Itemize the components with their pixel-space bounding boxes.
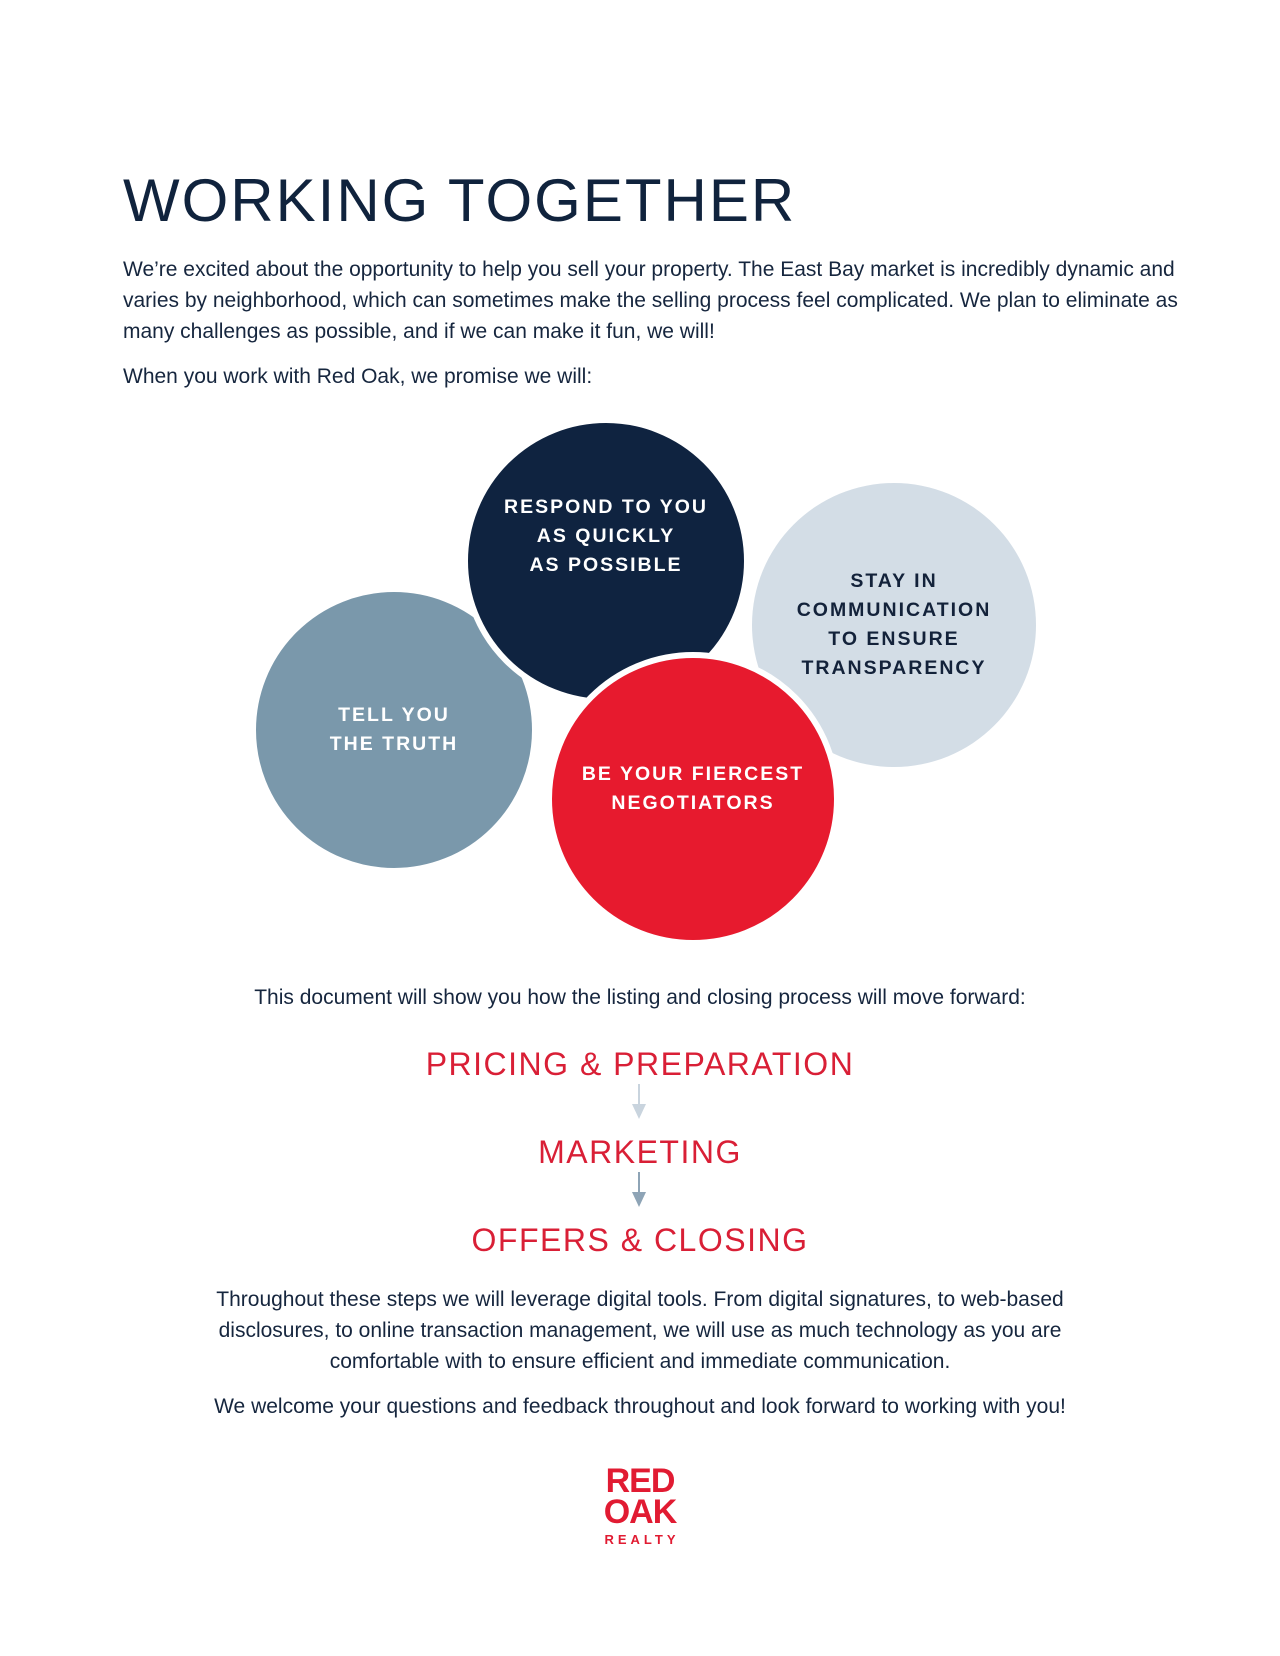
promise-text-truth: TELL YOU THE TRUTH	[329, 704, 459, 755]
logo-line-oak: OAK	[603, 1493, 677, 1531]
arrow-down-icon	[631, 1172, 647, 1208]
promise-circle-negotiate	[546, 652, 840, 946]
process-lead: This document will show you how the listing and closing process will move forward:	[254, 986, 1026, 1009]
closing-paragraph: Throughout these steps we will leverage digital tools. From digital signatures, to web-based disclosures, to online transaction management, we will use as much technology as you are comfortable with to ensure efficient and immediate communication.	[216, 1288, 1064, 1373]
arrow-down-icon	[631, 1084, 647, 1120]
logo-line-realty: REALTY	[604, 1532, 680, 1547]
promise-lead: When you work with Red Oak, we promise we will:	[123, 365, 593, 388]
promise-text-respond: RESPOND TO YOU AS QUICKLY AS POSSIBLE	[504, 495, 708, 576]
promise-text-negotiate: BE YOUR FIERCEST NEGOTIATORS	[581, 763, 805, 814]
welcome-text: We welcome your questions and feedback throughout and look forward to working with you!	[214, 1395, 1066, 1418]
red-oak-realty-logo	[590, 1462, 690, 1550]
step-pricing-preparation: PRICING & PREPARATION	[425, 1046, 855, 1082]
step-offers-closing: OFFERS & CLOSING	[471, 1222, 809, 1258]
logo-line-red: RED	[605, 1462, 675, 1500]
page-title: WORKING TOGETHER	[123, 167, 797, 234]
promise-text-stay: STAY IN COMMUNICATION TO ENSURE TRANSPARENCY	[796, 570, 992, 679]
intro-paragraph: We’re excited about the opportunity to help you sell your property. The East Bay market is incredibly dynamic and varies by neighborhood, which can sometimes make the selling process feel complicated. We plan to eliminate as many challenges as possible, and if we can make it fun, we will!	[123, 258, 1178, 343]
step-marketing: MARKETING	[538, 1134, 742, 1170]
